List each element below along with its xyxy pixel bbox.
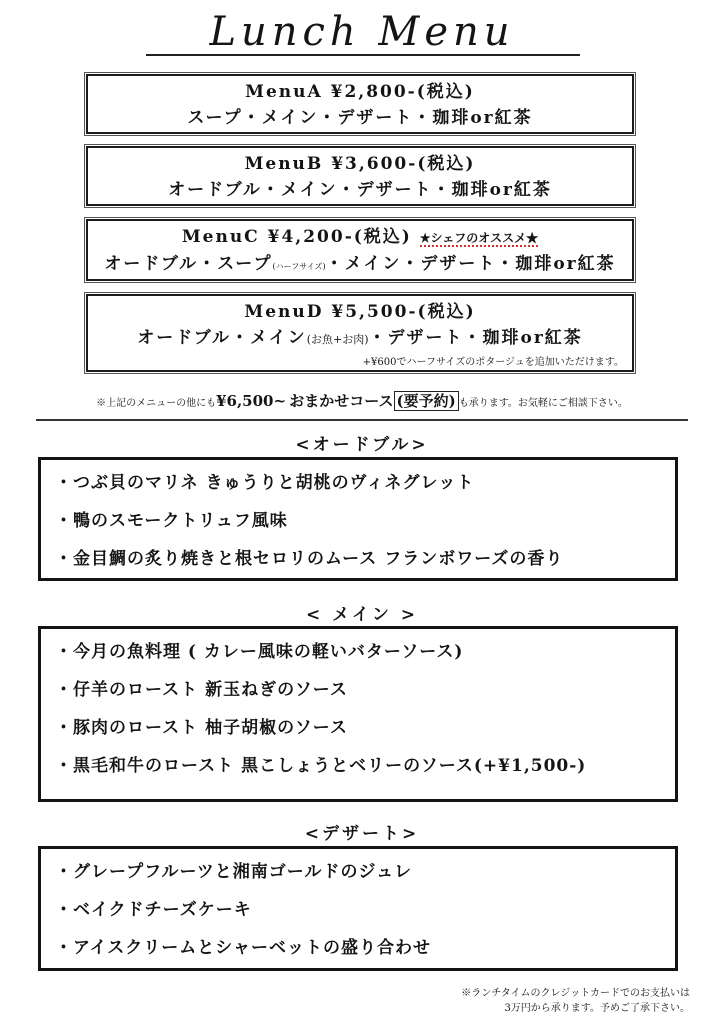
hors-list [38,457,678,581]
list-item: ・金目鯛の炙り焼きと根セロリのムース フランボワーズの香り [55,549,564,569]
menu-c-courses-pre: オードブル・スープ [104,254,273,274]
menu-d-addon: +¥600でハーフサイズのポタージュを追加いただけます。 [362,357,624,368]
menu-b-courses: オードブル・メイン・デザート・珈琲or紅茶 [168,180,552,200]
note-reserve: (要予約) [394,391,459,411]
list-item: ・つぶ貝のマリネ きゅうりと胡桃のヴィネグレット [55,473,475,493]
list-item: ・今月の魚料理 ( カレー風味の軽いバターソース) [55,642,464,662]
menu-c-half-size: (ハーフサイズ) [272,262,326,271]
footer-line-1: ※ランチタイムのクレジットカードでのお支払いは [461,988,690,999]
menu-d-courses-post: ・デザート・珈琲or紅茶 [368,328,583,348]
menu-d-courses-pre: オードブル・メイン [137,328,307,348]
credit-card-note [390,986,690,1016]
page-title: Lunch Menu [209,9,515,55]
section-divider [36,419,688,421]
main-list [38,626,678,802]
menu-d-fish-meat: (お魚+お肉) [306,333,369,346]
list-item: ・黒毛和牛のロースト 黒こしょうとベリーのソース(+¥1,500-) [55,756,587,776]
list-item: ・鴨のスモークトリュフ風味 [55,511,288,531]
dessert-section-title: <デザート> [304,824,420,844]
menu-d-name: MenuD ¥5,500-(税込) [244,302,476,322]
list-item: ・グレープフルーツと湘南ゴールドのジュレ [55,862,413,882]
menu-b-box [86,146,634,206]
menu-c-name: MenuC ¥4,200-(税込) [181,227,412,247]
note-pre: ※上記のメニューの他にも [96,398,217,409]
menu-c-courses-post: ・メイン・デザート・珈琲or紅茶 [325,254,616,274]
list-item: ・仔羊のロースト 新玉ねぎのソース [55,680,348,700]
list-item: ・ベイクドチーズケーキ [55,900,252,920]
menu-a-courses: スープ・メイン・デザート・珈琲or紅茶 [187,108,533,128]
chef-recommend-badge: ★シェフのオススメ★ [419,231,539,245]
dessert-list [38,846,678,971]
note-course: おまかせコース [289,392,394,410]
note-price: ¥6,500~ [216,392,287,410]
title-underline [146,54,580,56]
omakase-note [0,390,724,411]
note-post: も承ります。お気軽にご相談下さい。 [458,398,628,409]
menu-a-box [86,74,634,134]
menu-c-box [86,219,634,281]
menu-a-name: MenuA ¥2,800-(税込) [245,82,475,102]
menu-d-box [86,294,634,372]
hors-section-title: <オードブル> [295,435,429,455]
list-item: ・アイスクリームとシャーベットの盛り合わせ [55,938,431,958]
list-item: ・豚肉のロースト 柚子胡椒のソース [55,718,348,738]
main-section-title: < メイン > [306,605,418,625]
menu-b-name: MenuB ¥3,600-(税込) [244,154,476,174]
footer-line-2: 3万円から承ります。予めご了承下さい。 [504,1003,690,1014]
